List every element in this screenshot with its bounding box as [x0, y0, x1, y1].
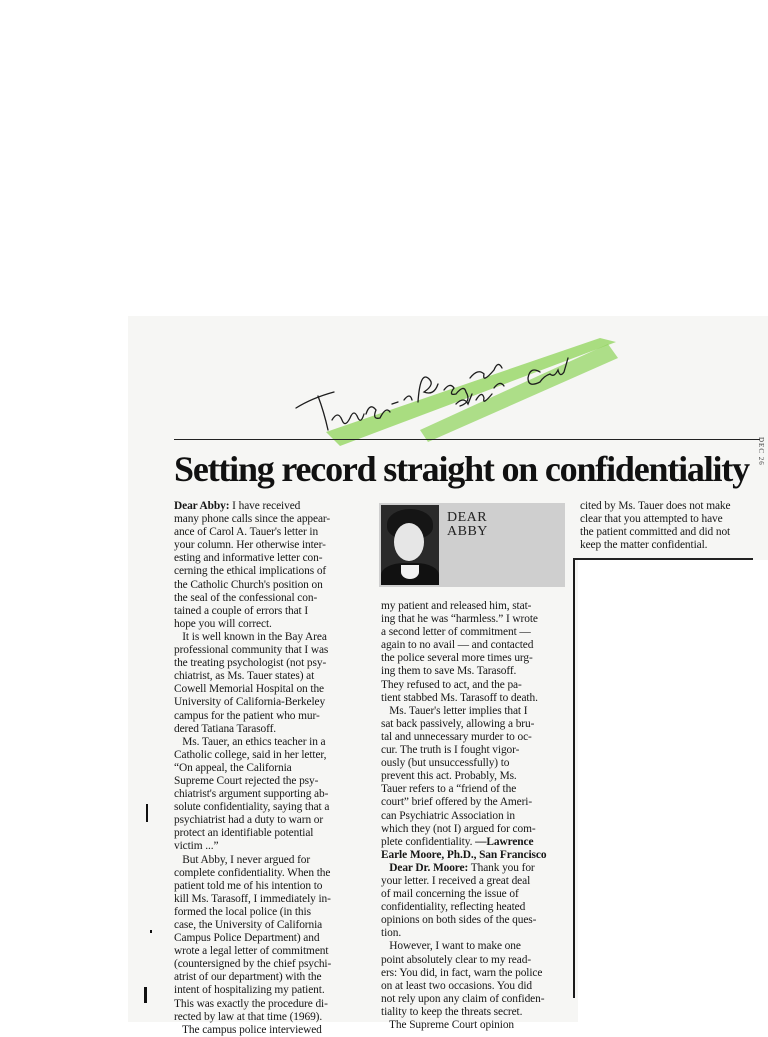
article-line-text: plete confidentiality. [381, 835, 476, 848]
article-line [174, 539, 331, 552]
article-line-text: your letter. I received a great deal [381, 874, 531, 887]
article-line-text: protect an identifiable potential [174, 827, 314, 840]
article-line [381, 967, 546, 980]
article-line-text: intent of hospitalizing my patient. [174, 984, 325, 997]
article-line-text: wrote a legal letter of commitment [174, 945, 329, 958]
article-line-text: formed the local police (in this [174, 905, 311, 918]
article-line-text: Ms. Tauer, an ethics teacher in a [174, 735, 326, 748]
article-line-text: Ms. Tauer's letter implies that I [381, 704, 528, 717]
article-line [174, 592, 331, 605]
article-line [381, 665, 546, 678]
article-line-text: cited by Ms. Tauer does not make [580, 500, 731, 512]
article-line [381, 849, 546, 862]
article-line [174, 958, 331, 971]
article-line-text: Cowell Memorial Hospital on the [174, 683, 325, 696]
column-logo [447, 511, 488, 539]
article-line-text: It is well known in the Bay Area [174, 630, 327, 643]
article-line [381, 901, 546, 914]
article-line [174, 801, 331, 814]
article-line [174, 644, 331, 657]
article-line-text: your column. Her otherwise inter- [174, 539, 326, 552]
article-line [174, 1024, 331, 1037]
article-line-text: prevent this act. Probably, Ms. [381, 770, 517, 783]
article-line [381, 705, 546, 718]
article-line-text: can Psychiatric Association in [381, 809, 515, 822]
article-line [381, 927, 546, 940]
article-line [174, 696, 331, 709]
article-line [174, 1011, 331, 1024]
article-line-text: opinions on both sides of the ques- [381, 914, 537, 927]
article-line-text: patient told me of his intention to [174, 879, 323, 892]
article-line [174, 945, 331, 958]
article-line-text: tient stabbed Ms. Tarasoff to death. [381, 691, 538, 704]
article-line-text: the police several more times urg- [381, 652, 533, 665]
article-line-text: atrist of our department) with the [174, 971, 322, 984]
article-line [174, 880, 331, 893]
article-line [174, 579, 331, 592]
article-line [381, 875, 546, 888]
article-line-text: not rely upon any claim of confiden- [381, 992, 545, 1005]
article-line [381, 731, 546, 744]
article-line [174, 971, 331, 984]
article-line [174, 657, 331, 670]
article-line [174, 984, 331, 997]
page-margin [578, 560, 768, 1022]
article-line-text: “On appeal, the California [174, 761, 292, 774]
article-line [174, 605, 331, 618]
article-line [174, 867, 331, 880]
article-line-text: complete confidentiality. When the [174, 866, 331, 879]
article-line-text: Tauer refers to a “friend of the [381, 783, 517, 796]
article-line-text: solute confidentiality, saying that a [174, 801, 330, 814]
article-line [174, 775, 331, 788]
article-line-text: the treating psychologist (not psy- [174, 657, 327, 670]
article-line-text: ously (but unsuccessfully) to [381, 757, 510, 770]
article-line [381, 914, 546, 927]
article-column-3 [580, 500, 730, 552]
article-line-text: ing that he was “harmless.” I wrote [381, 613, 538, 626]
article-line-text: psychiatrist had a duty to warn or [174, 814, 324, 827]
column-logo-line-1: DEAR [447, 510, 488, 525]
article-line-text: the Catholic Church's position on [174, 578, 323, 591]
article-line-text: point absolutely clear to my read- [381, 953, 532, 966]
article-line [381, 613, 546, 626]
article-line-text: esting and informative letter con- [174, 552, 323, 565]
article-line-text: Thank you for [468, 861, 535, 874]
article-line [174, 631, 331, 644]
article-line [381, 836, 546, 849]
article-line-text: my patient and released him, stat- [381, 600, 532, 612]
article-line-text: of mail concerning the issue of [381, 888, 519, 901]
article-line [381, 1019, 546, 1032]
article-column-2 [381, 600, 546, 1032]
dear-abby-photo-box [379, 503, 565, 587]
article-line [174, 854, 331, 867]
article-line-text: ing them to save Ms. Tarasoff. [381, 665, 517, 678]
article-line [174, 827, 331, 840]
article-line-text: chiatrist, as Ms. Tauer states) at [174, 670, 315, 683]
article-line [381, 626, 546, 639]
article-line [381, 652, 546, 665]
scan-mark [146, 804, 148, 822]
article-line-text: the seal of the confessional con- [174, 591, 318, 604]
column-divider [573, 558, 575, 998]
article-line [381, 757, 546, 770]
article-line [381, 679, 546, 692]
article-line-bold: Dear Abby: [174, 500, 230, 512]
article-line [381, 980, 546, 993]
article-line [174, 500, 331, 513]
article-line [174, 670, 331, 683]
article-line-text: ance of Carol A. Tauer's letter in [174, 526, 319, 539]
article-line-text: However, I want to make one [381, 940, 521, 953]
article-line [381, 940, 546, 953]
article-line [174, 932, 331, 945]
article-line-text: again to no avail — and contacted [381, 639, 534, 652]
article-line-text: Supreme Court rejected the psy- [174, 774, 319, 787]
article-line [381, 639, 546, 652]
article-line-text: professional community that I was [174, 644, 329, 657]
article-line [381, 993, 546, 1006]
article-line-text: court” brief offered by the Ameri- [381, 796, 533, 809]
article-line [381, 954, 546, 967]
article-line [174, 723, 331, 736]
article-line [174, 683, 331, 696]
article-line [381, 823, 546, 836]
article-line [381, 783, 546, 796]
article-line-text: The Supreme Court opinion [381, 1019, 515, 1031]
article-line-text: This was exactly the procedure di- [174, 997, 328, 1010]
article-line-text: which they (not I) argued for com- [381, 822, 536, 835]
article-line-text: Catholic college, said in her letter, [174, 748, 327, 761]
article-line-text: tal and unnecessary murder to oc- [381, 730, 532, 743]
article-line [174, 749, 331, 762]
article-line [174, 565, 331, 578]
article-line [381, 744, 546, 757]
article-line [174, 618, 331, 631]
article-line-text: clear that you attempted to have [580, 513, 723, 526]
article-line-text: on at least two occasions. You did [381, 979, 532, 992]
article-line [580, 539, 730, 552]
article-line [381, 1006, 546, 1019]
article-line [381, 692, 546, 705]
article-line [174, 919, 331, 932]
article-line [381, 888, 546, 901]
article-line-text: campus for the patient who mur- [174, 709, 320, 722]
columnist-portrait [381, 505, 439, 585]
article-line-bold: Earle Moore, Ph.D., San Francisco [381, 848, 547, 861]
article-line [174, 552, 331, 565]
masthead-rule [174, 439, 760, 440]
edge-mark: DEC 26 [757, 437, 765, 466]
article-line [381, 770, 546, 783]
article-line-text: victim ...” [174, 840, 219, 853]
article-line-text: hope you will correct. [174, 617, 272, 630]
article-line [580, 526, 730, 539]
article-line-bold: Dear Dr. Moore: [381, 861, 469, 874]
article-line [174, 840, 331, 853]
article-line [381, 862, 546, 875]
article-line-text: University of California-Berkeley [174, 696, 326, 709]
article-line [381, 718, 546, 731]
article-line [174, 998, 331, 1011]
article-signature: —Lawrence [475, 835, 534, 848]
article-line-text: chiatrist's argument supporting ab- [174, 788, 329, 801]
article-line-text: keep the matter confidential. [580, 539, 708, 552]
article-line [174, 513, 331, 526]
article-line-text: They refused to act, and the pa- [381, 678, 522, 691]
article-line [174, 906, 331, 919]
article-line [174, 526, 331, 539]
article-line [381, 796, 546, 809]
article-line-text: confidentiality, reflecting heated [381, 901, 526, 914]
article-line-text: a second letter of commitment — [381, 626, 531, 639]
article-line-text: case, the University of California [174, 919, 323, 931]
article-line [174, 788, 331, 801]
article-line [174, 762, 331, 775]
headline: Setting record straight on confidentiality [174, 449, 749, 489]
article-line-text: cur. The truth is I fought vigor- [381, 744, 520, 757]
column-logo-line-2: ABBY [447, 524, 488, 539]
article-line [381, 810, 546, 823]
article-line-text: tained a couple of errors that I [174, 604, 309, 617]
article-line-text: But Abby, I never argued for [174, 853, 311, 866]
article-line-text: I have received [229, 500, 301, 512]
article-line [381, 600, 546, 613]
article-line-text: many phone calls since the appear- [174, 513, 331, 526]
article-line-text: ers: You did, in fact, warn the police [381, 966, 543, 979]
article-line-text: the patient committed and did not [580, 526, 731, 539]
article-line-text: dered Tatiana Tarasoff. [174, 722, 277, 735]
article-line [174, 736, 331, 749]
article-line-text: cerning the ethical implications of [174, 565, 327, 578]
article-line-text: sat back passively, allowing a bru- [381, 717, 535, 730]
column-divider-top [573, 558, 753, 560]
article-line-text: tiality to keep the threats secret. [381, 1005, 523, 1018]
scan-mark [144, 987, 147, 1003]
article-line [580, 513, 730, 526]
article-line-text: kill Ms. Tarasoff, I immediately in- [174, 892, 331, 905]
article-line-text: The campus police interviewed [174, 1023, 322, 1036]
article-line [174, 710, 331, 723]
article-line-text: Campus Police Department) and [174, 932, 320, 945]
article-line [174, 893, 331, 906]
article-column-1 [174, 500, 331, 1037]
article-line [174, 814, 331, 827]
article-line [580, 500, 730, 513]
scan-mark [150, 930, 152, 933]
article-line-text: rected by law at that time (1969). [174, 1010, 323, 1023]
article-line-text: tion. [381, 927, 402, 940]
article-line-text: (countersigned by the chief psychi- [174, 958, 332, 971]
